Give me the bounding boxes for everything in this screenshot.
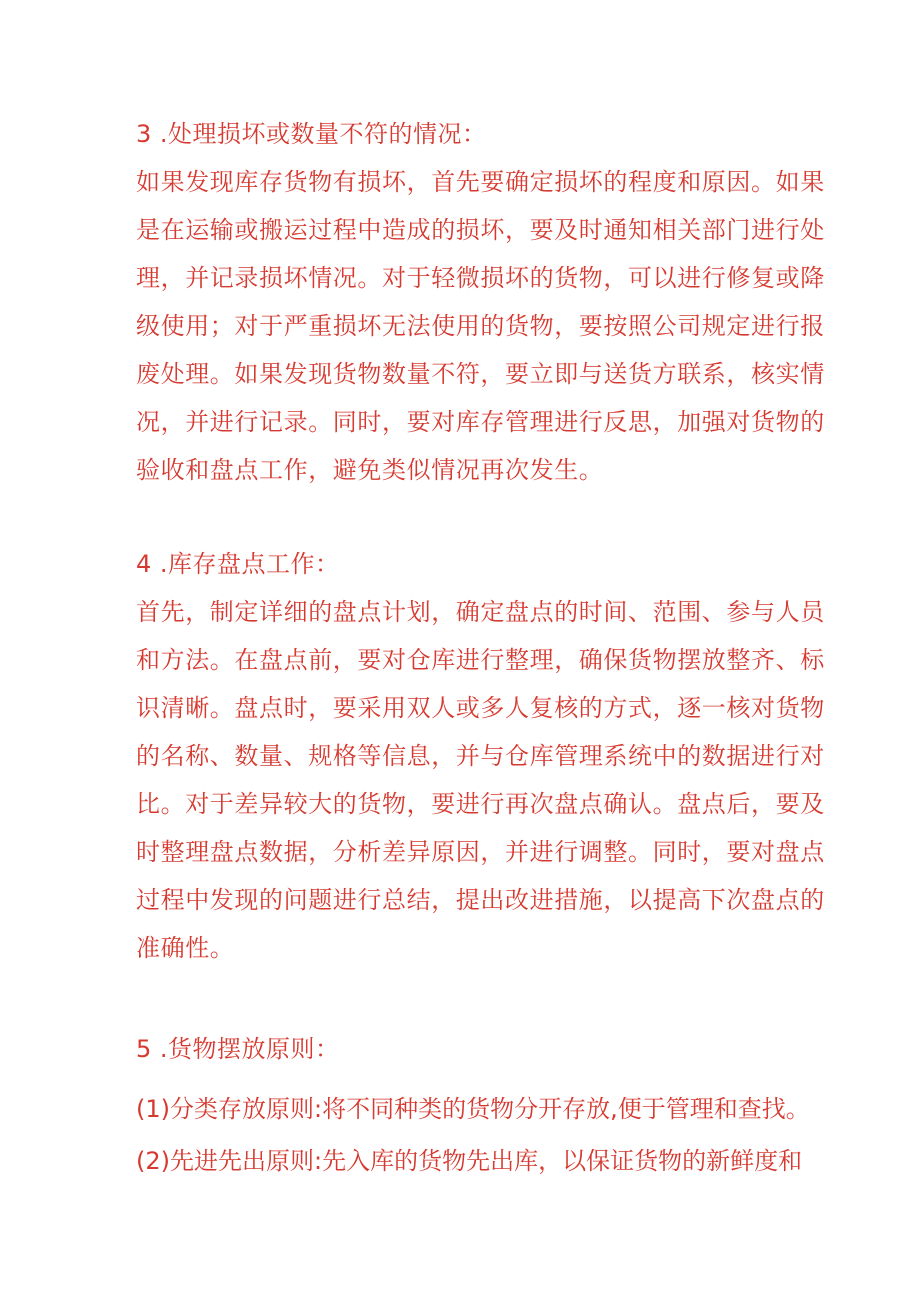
paragraph-line: 况，并进行记录。同时，要对库存管理进行反思，加强对货物的 [136, 408, 825, 436]
paragraph-line: 级使用；对于严重损坏无法使用的货物，要按照公司规定进行报 [136, 312, 825, 340]
paragraph-line: 理，并记录损坏情况。对于轻微损坏的货物，可以进行修复或降 [136, 264, 825, 292]
section-heading: 3 .处理损坏或数量不符的情况： [136, 120, 487, 148]
paragraph-line: 比。对于差异较大的货物，要进行再次盘点确认。盘点后，要及 [136, 790, 825, 818]
section-inventory-count [136, 540, 825, 972]
paragraph-line: 如果发现库存货物有损坏，首先要确定损坏的程度和原因。如果 [136, 168, 825, 196]
section-heading: 4 .库存盘点工作： [136, 550, 340, 578]
paragraph-line: 和方法。在盘点前，要对仓库进行整理，确保货物摆放整齐、标 [136, 646, 825, 674]
list-item: (1)分类存放原则:将不同种类的货物分开存放,便于管理和查找。 [136, 1095, 810, 1123]
paragraph-line: 的名称、数量、规格等信息，并与仓库管理系统中的数据进行对 [136, 742, 825, 770]
paragraph-line: 废处理。如果发现货物数量不符，要立即与送货方联系，核实情 [136, 360, 825, 388]
paragraph-line: 时整理盘点数据，分析差异原因，并进行调整。同时，要对盘点 [136, 838, 825, 866]
paragraph-line: 识清晰。盘点时，要采用双人或多人复核的方式，逐一核对货物 [136, 694, 825, 722]
section-damage-handling [136, 110, 825, 494]
paragraph-line: 过程中发现的问题进行总结，提出改进措施，以提高下次盘点的 [136, 886, 825, 914]
section-heading: 5 .货物摆放原则： [136, 1035, 340, 1063]
paragraph-line: 首先，制定详细的盘点计划，确定盘点的时间、范围、参与人员 [136, 598, 825, 626]
paragraph-line: 准确性。 [136, 934, 235, 962]
paragraph-line: 是在运输或搬运过程中造成的损坏，要及时通知相关部门进行处 [136, 216, 825, 244]
section-storage-principles [136, 1025, 810, 1187]
list-item: (2)先进先出原则:先入库的货物先出库，以保证货物的新鲜度和 [136, 1147, 803, 1175]
paragraph-line: 验收和盘点工作，避免类似情况再次发生。 [136, 456, 604, 484]
